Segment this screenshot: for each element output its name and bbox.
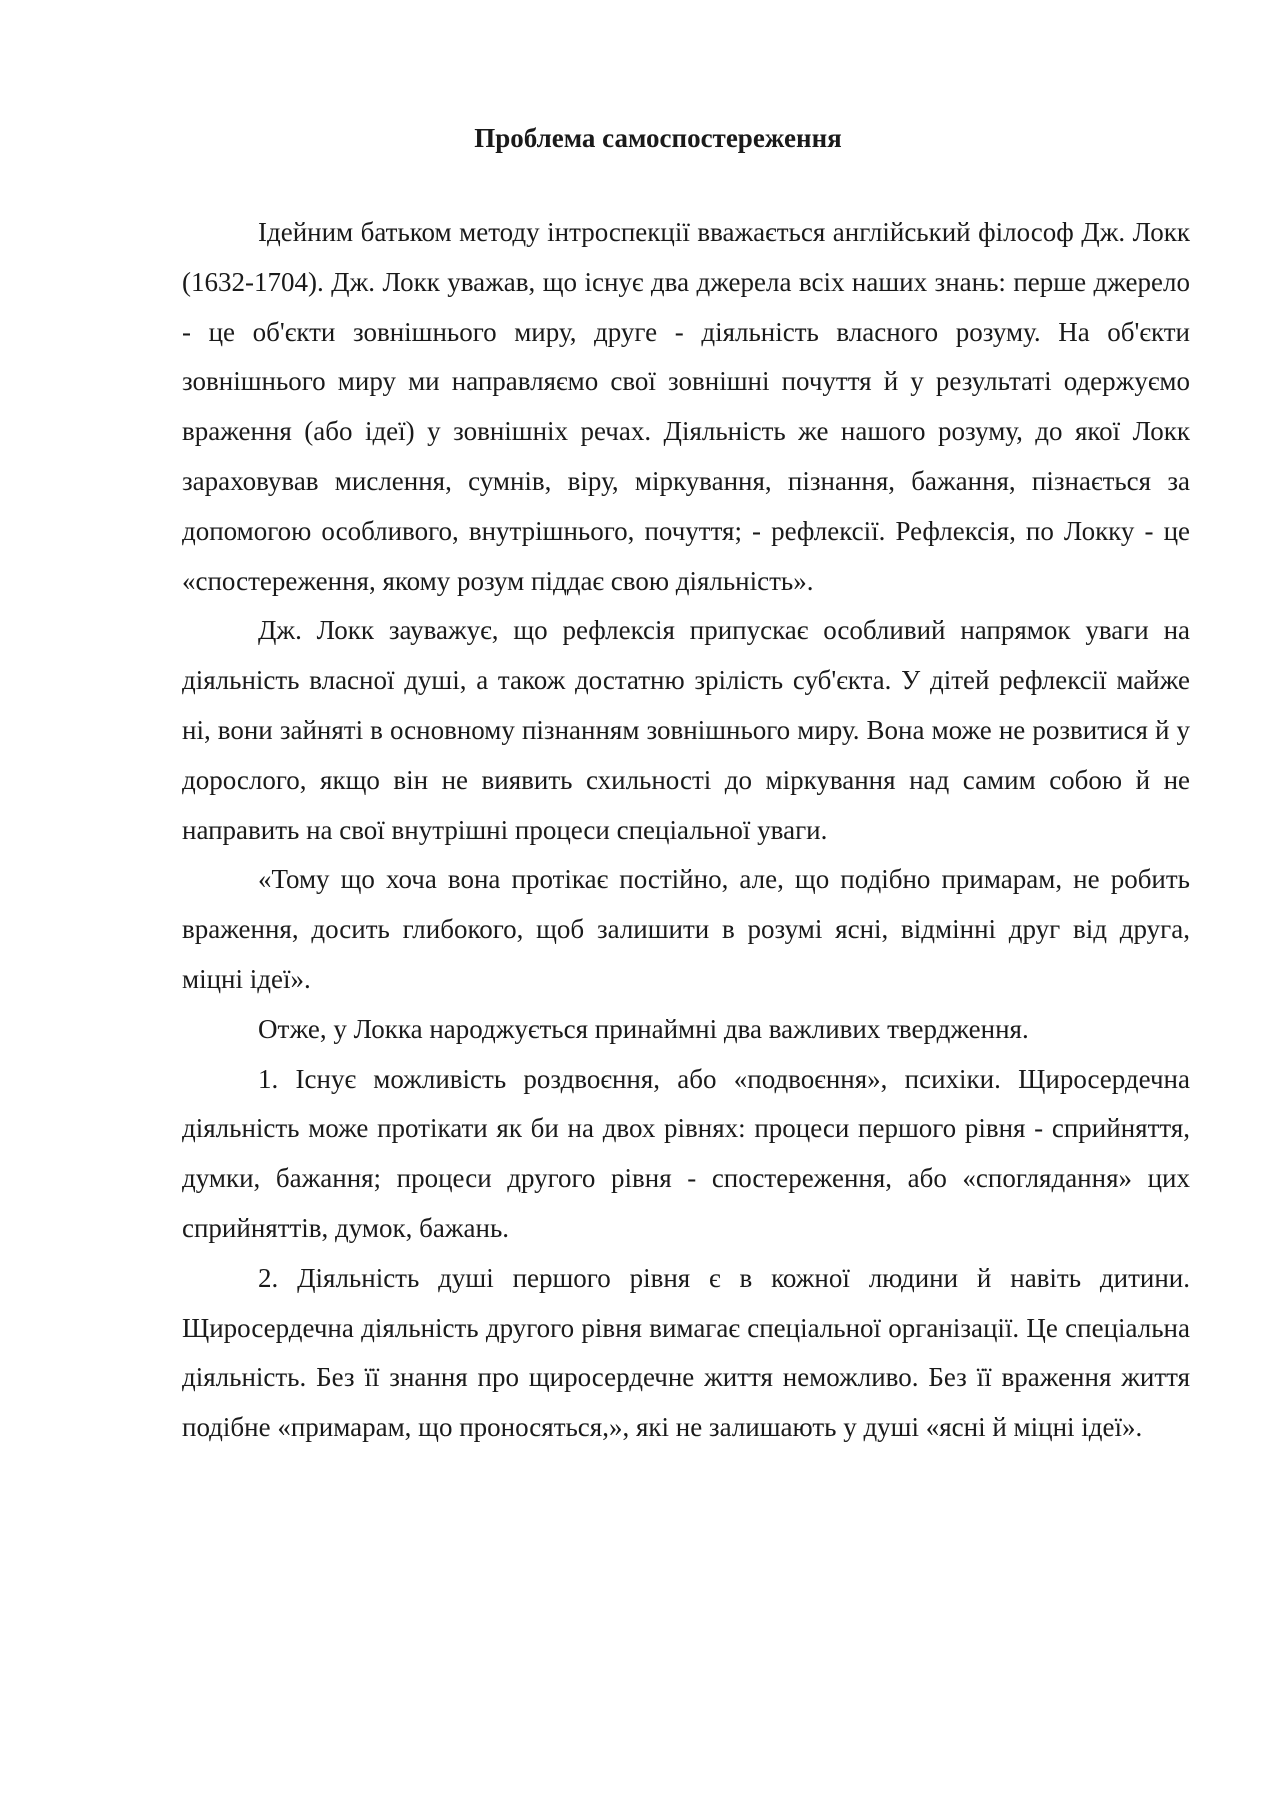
document-title: Проблема самоспостереження — [474, 123, 842, 153]
paragraph-quote: «Тому що хоча вона протікає постійно, але, що подібно примарам, не робить враження, досить глибокого, щоб залишити в розумі ясні, відмінні друг від друга, міцні ідеї». — [182, 864, 1190, 994]
paragraph-locke-introspection: Ідейним батьком методу інтроспекції вважається англійський філософ Дж. Локк (1632-1704). Дж. Локк уважав, що існує два джерела всіх наших знань: перше джерело - це об'єкти зовнішнього миру, друге - діяльність власного розуму. На об'єкти зовнішнього миру ми направляємо свої зовнішні почуття й у результаті одержуємо враження (або ідеї) у зовнішніх речах. Діяльність же нашого розуму, до якої Локк зараховував мислення, сумнів, віру, міркування, пізнання, бажання, пізнається за допомогою особливого, внутрішнього, почуття; - рефлексії. Рефлексія, по Локку - це «спостереження, якому розум піддає свою діяльність». — [182, 217, 1190, 596]
list-item-1: 1. Існує можливість роздвоєння, або «подвоєння», психіки. Щиросердечна діяльність може протікати як би на двох рівнях: процеси першого рівня - сприйняття, думки, бажання; процеси другого рівня - спостереження, або «споглядання» цих сприйняттів, думок, бажань. — [182, 1063, 1190, 1243]
list-item-2: 2. Діяльність душі першого рівня є в кожної людини й навіть дитини. Щиросердечна діяльність другого рівня вимагає спеціальної організації. Це спеціальна діяльність. Без її знання про щиросердечне життя неможливо. Без її враження життя подібне «примарам, що проносяться,», які не залишають у душі «ясні й міцні ідеї». — [182, 1262, 1190, 1443]
document-body — [182, 208, 1190, 1453]
paragraph-reflection-attention: Дж. Локк зауважує, що рефлексія припускає особливий напрямок уваги на діяльність власної душі, а також достатню зрілість суб'єкта. У дітей рефлексії майже ні, вони зайняті в основному пізнанням зовнішнього миру. Вона може не розвитися й у дорослого, якщо він не виявить схильності до міркування над самим собою й не направить на свої внутрішні процеси спеціальної уваги. — [182, 615, 1190, 845]
paragraph-two-statements: Отже, у Локка народжується принаймні два важливих твердження. — [258, 1013, 1029, 1044]
